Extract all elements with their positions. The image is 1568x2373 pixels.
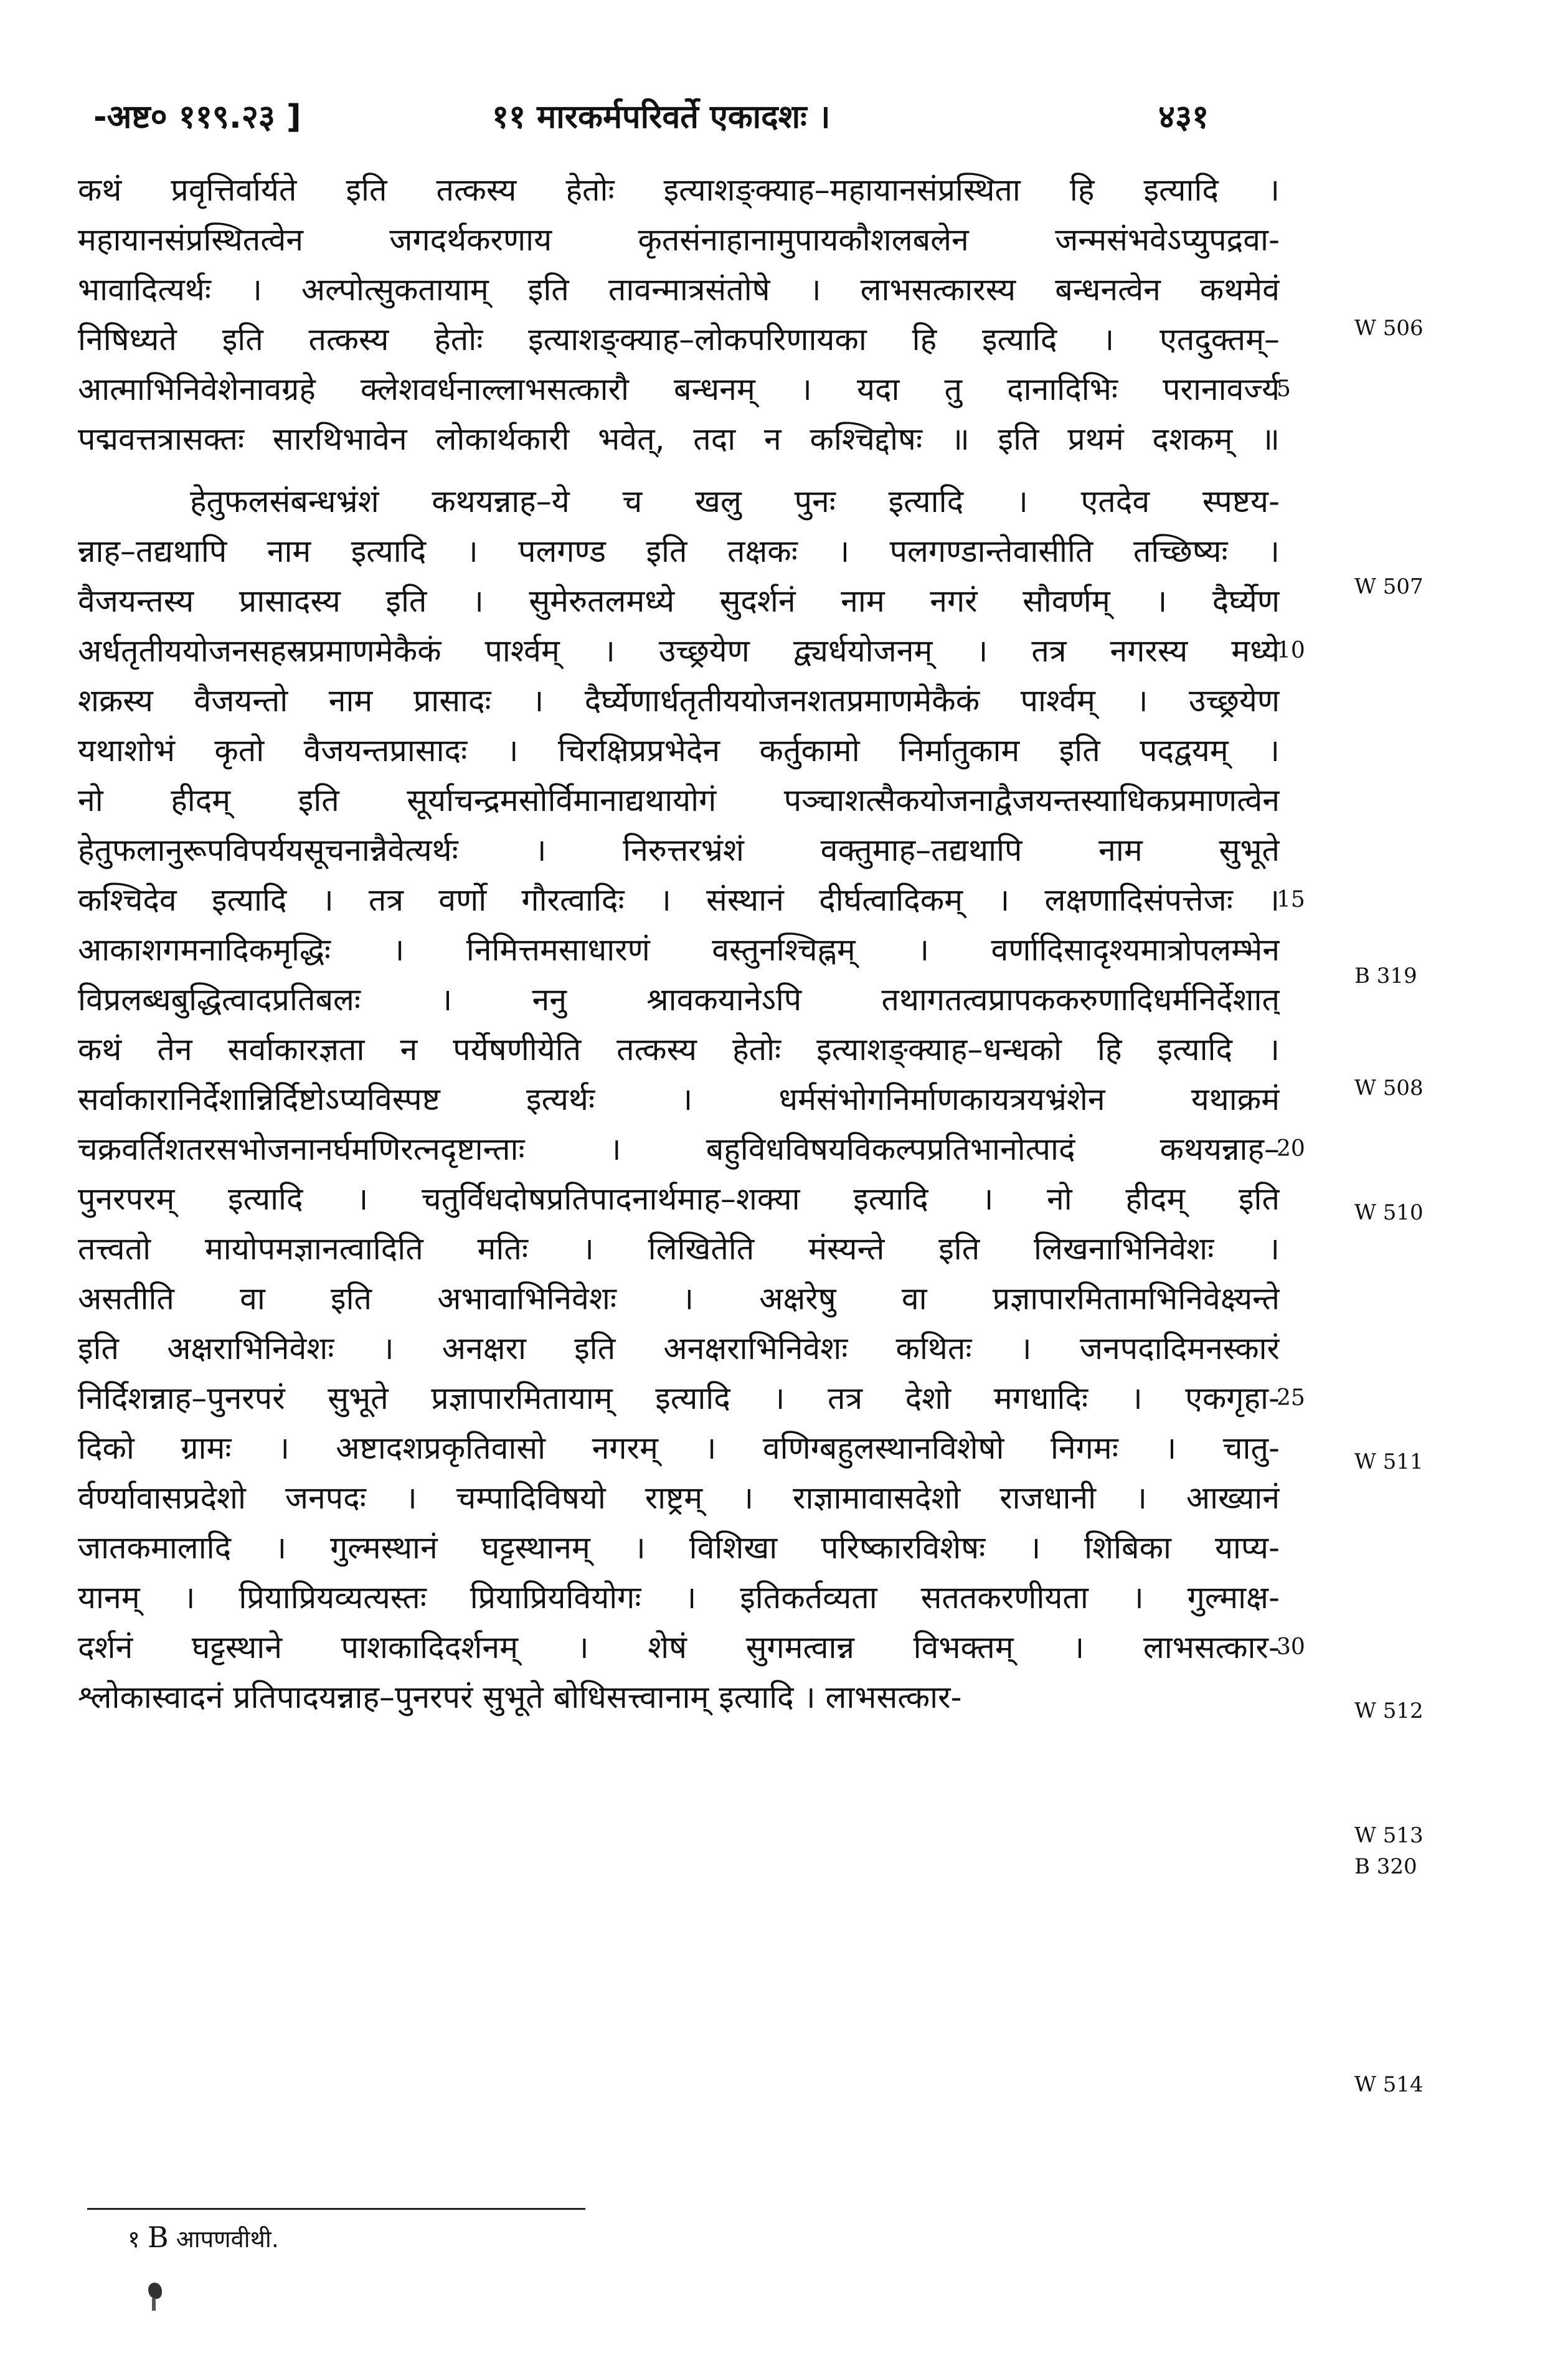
margin-reference: W 507 bbox=[1354, 574, 1424, 599]
footnote-marker: १ bbox=[128, 2225, 140, 2253]
line-number: 5 bbox=[1277, 376, 1291, 402]
header-page-number: ४३१ bbox=[1158, 98, 1209, 136]
line-number: 20 bbox=[1277, 1136, 1305, 1162]
text-line: तत्त्वतो मायोपमज्ञानत्वादिति मतिः । लिखितेति मंस्यन्ते इति लिखनाभिनिवेशः । bbox=[78, 1231, 1280, 1267]
text-line: दर्शनं घट्टस्थाने पाशकादिदर्शनम् । शेषं सुगमत्वान्न विभक्तम् । लाभसत्कार- bbox=[78, 1629, 1280, 1665]
text-line: कश्चिदेव इत्यादि । तत्र वर्णो गौरत्वादिः । संस्थानं दीर्घत्वादिकम् । लक्षणादिसंपत्तेजः । bbox=[78, 882, 1280, 918]
footnote bbox=[128, 2220, 279, 2255]
text-line: कथं तेन सर्वाकारज्ञता न पर्येषणीयेति तत्कस्य हेतोः इत्याशङ्क्याह–धन्धको हि इत्यादि । bbox=[78, 1031, 1280, 1068]
text-line: हेतुफलानुरूपविपर्ययसूचनान्नैवेत्यर्थः । निरुत्तरभ्रंशं वक्तुमाह–तद्यथापि नाम सुभूते bbox=[78, 832, 1280, 868]
text-line: अर्धतृतीययोजनसहस्रप्रमाणमेकैकं पार्श्वम् । उच्छ्रयेण द्व्यर्धयोजनम् । तत्र नगरस्य मध्ये bbox=[78, 633, 1280, 669]
margin-reference: W 512 bbox=[1354, 1698, 1424, 1723]
text-line: दिको ग्रामः । अष्टादशप्रकृतिवासो नगरम् । वणिग्बहुलस्थानविशेषो निगमः । चातु- bbox=[78, 1430, 1280, 1466]
footnote-text: आपणवीथी. bbox=[176, 2225, 279, 2253]
margin-reference: W 514 bbox=[1354, 2072, 1424, 2097]
header-chapter-title: ११ मारकर्मपरिवर्ते एकादशः । bbox=[492, 98, 831, 136]
text-line: विप्रलब्धबुद्धित्वादप्रतिबलः । ननु श्रावकयानेऽपि तथागतत्वप्रापककरुणादिधर्मनिर्देशात् bbox=[78, 982, 1280, 1018]
text-line: पद्मवत्तत्रासक्तः सारथिभावेन लोकार्थकारी भवेत्, तदा न कश्चिद्दोषः ॥ इति प्रथमं दशकम् ॥ bbox=[78, 421, 1280, 457]
text-line: शक्रस्य वैजयन्तो नाम प्रासादः । दैर्घ्येणार्धतृतीययोजनशतप्रमाणमेकैकं पार्श्वम् । उच्छ्रयेण bbox=[78, 683, 1280, 719]
footnote-manuscript-ref: B bbox=[147, 2220, 169, 2254]
margin-reference: W 510 bbox=[1354, 1200, 1424, 1225]
text-line: न्नाह–तद्यथापि नाम इत्यादि । पलगण्ड इति तक्षकः । पलगण्डान्तेवासीति तच्छिष्यः । bbox=[78, 533, 1280, 569]
margin-reference: B 319 bbox=[1354, 964, 1417, 988]
line-number: 15 bbox=[1277, 887, 1305, 912]
text-line: श्लोकास्वादनं प्रतिपादयन्नाह–पुनरपरं सुभूते बोधिसत्त्वानाम् इत्यादि । लाभसत्कार- bbox=[78, 1679, 962, 1715]
footnote-divider bbox=[87, 2208, 585, 2210]
line-number: 25 bbox=[1277, 1385, 1305, 1411]
margin-reference: W 513 bbox=[1354, 1823, 1424, 1848]
text-line: जातकमालादि । गुल्मस्थानं घट्टस्थानम् । विशिखा परिष्कारविशेषः । शिबिका याप्य- bbox=[78, 1530, 1280, 1566]
text-line: निषिध्यते इति तत्कस्य हेतोः इत्याशङ्क्याह–लोकपरिणायका हि इत्यादि । एतदुक्तम्– bbox=[78, 321, 1280, 358]
text-line: आत्माभिनिवेशेनावग्रहे क्लेशवर्धनाल्लाभसत्कारौ बन्धनम् । यदा तु दानादिभिः परानावर्ज्य bbox=[78, 371, 1280, 407]
text-line: चक्रवर्तिशतरसभोजनानर्घमणिरत्नदृष्टान्ताः । बहुविधविषयविकल्पप्रतिभानोत्पादं कथयन्नाह– bbox=[78, 1131, 1280, 1167]
text-line: भावादित्यर्थः । अल्पोत्सुकतायाम् इति तावन्मात्रसंतोषे । लाभसत्कारस्य बन्धनत्वेन कथमेवं bbox=[78, 272, 1280, 308]
text-line: इति अक्षराभिनिवेशः । अनक्षरा इति अनक्षराभिनिवेशः कथितः । जनपदादिमनस्कारं bbox=[78, 1330, 1280, 1366]
text-line: नो हीदम् इति सूर्याचन्द्रमसोर्विमानाद्यथायोगं पञ्चाशत्सैकयोजनाद्वैजयन्तस्याधिकप्रमाणत्वेन bbox=[78, 782, 1280, 818]
text-line: यानम् । प्रियाप्रियव्यत्यस्तः प्रियाप्रियवियोगः । इतिकर्तव्यता सततकरणीयता । गुल्माक्ष- bbox=[78, 1580, 1280, 1616]
margin-reference: B 320 bbox=[1354, 1854, 1417, 1879]
line-number: 10 bbox=[1277, 638, 1305, 663]
text-line: पुनरपरम् इत्यादि । चतुर्विधदोषप्रतिपादनार्थमाह–शक्या इत्यादि । नो हीदम् इति bbox=[78, 1181, 1280, 1217]
header-section-ref: -अष्ट० ११९.२३ ] bbox=[93, 98, 301, 136]
text-line: कथं प्रवृत्तिर्वार्यते इति तत्कस्य हेतोः इत्याशङ्क्याह–महायानसंप्रस्थिता हि इत्यादि । bbox=[78, 172, 1280, 208]
text-line: हेतुफलसंबन्धभ्रंशं कथयन्नाह–ये च खलु पुनः इत्यादि । एतदेव स्पष्टय- bbox=[190, 483, 1280, 519]
text-line: सर्वाकारानिर्देशान्निर्दिष्टोऽप्यविस्पष्ट इत्यर्थः । धर्मसंभोगनिर्माणकायत्रयभ्रंशेन यथाक्रमं bbox=[78, 1081, 1280, 1117]
margin-reference: W 508 bbox=[1354, 1076, 1424, 1101]
text-line: आकाशगमनादिकमृद्धिः । निमित्तमसाधारणं वस्तुनश्चिह्नम् । वर्णादिसादृश्यमात्रोपलम्भेन bbox=[78, 932, 1280, 968]
margin-reference: W 511 bbox=[1354, 1449, 1424, 1474]
text-line: महायानसंप्रस्थितत्वेन जगदर्थकरणाय कृतसंनाहानामुपायकौशलबलेन जन्मसंभवेऽप्युपद्रवा- bbox=[78, 222, 1280, 258]
text-line: असतीति वा इति अभावाभिनिवेशः । अक्षरेषु वा प्रज्ञापारमितामभिनिवेक्ष्यन्ते bbox=[78, 1281, 1280, 1317]
text-line: यथाशोभं कृतो वैजयन्तप्रासादः । चिरक्षिप्रप्रभेदेन कर्तुकामो निर्मातुकाम इति पदद्वयम् । bbox=[78, 732, 1280, 769]
page-header bbox=[0, 93, 1568, 149]
ink-speck bbox=[148, 2283, 162, 2299]
text-line: निर्दिशन्नाह–पुनरपरं सुभूते प्रज्ञापारमितायाम् इत्यादि । तत्र देशो मगधादिः । एकगृहा- bbox=[78, 1380, 1280, 1416]
text-line: र्वर्ण्यावासप्रदेशो जनपदः । चम्पादिविषयो राष्ट्रम् । राज्ञामावासदेशो राजधानी । आख्यानं bbox=[78, 1480, 1280, 1516]
margin-reference: W 506 bbox=[1354, 316, 1424, 341]
ink-speck bbox=[152, 2298, 156, 2311]
text-line: वैजयन्तस्य प्रासादस्य इति । सुमेरुतलमध्ये सुदर्शनं नाम नगरं सौवर्णम् । दैर्घ्येण bbox=[78, 583, 1280, 619]
line-number: 30 bbox=[1277, 1634, 1305, 1660]
